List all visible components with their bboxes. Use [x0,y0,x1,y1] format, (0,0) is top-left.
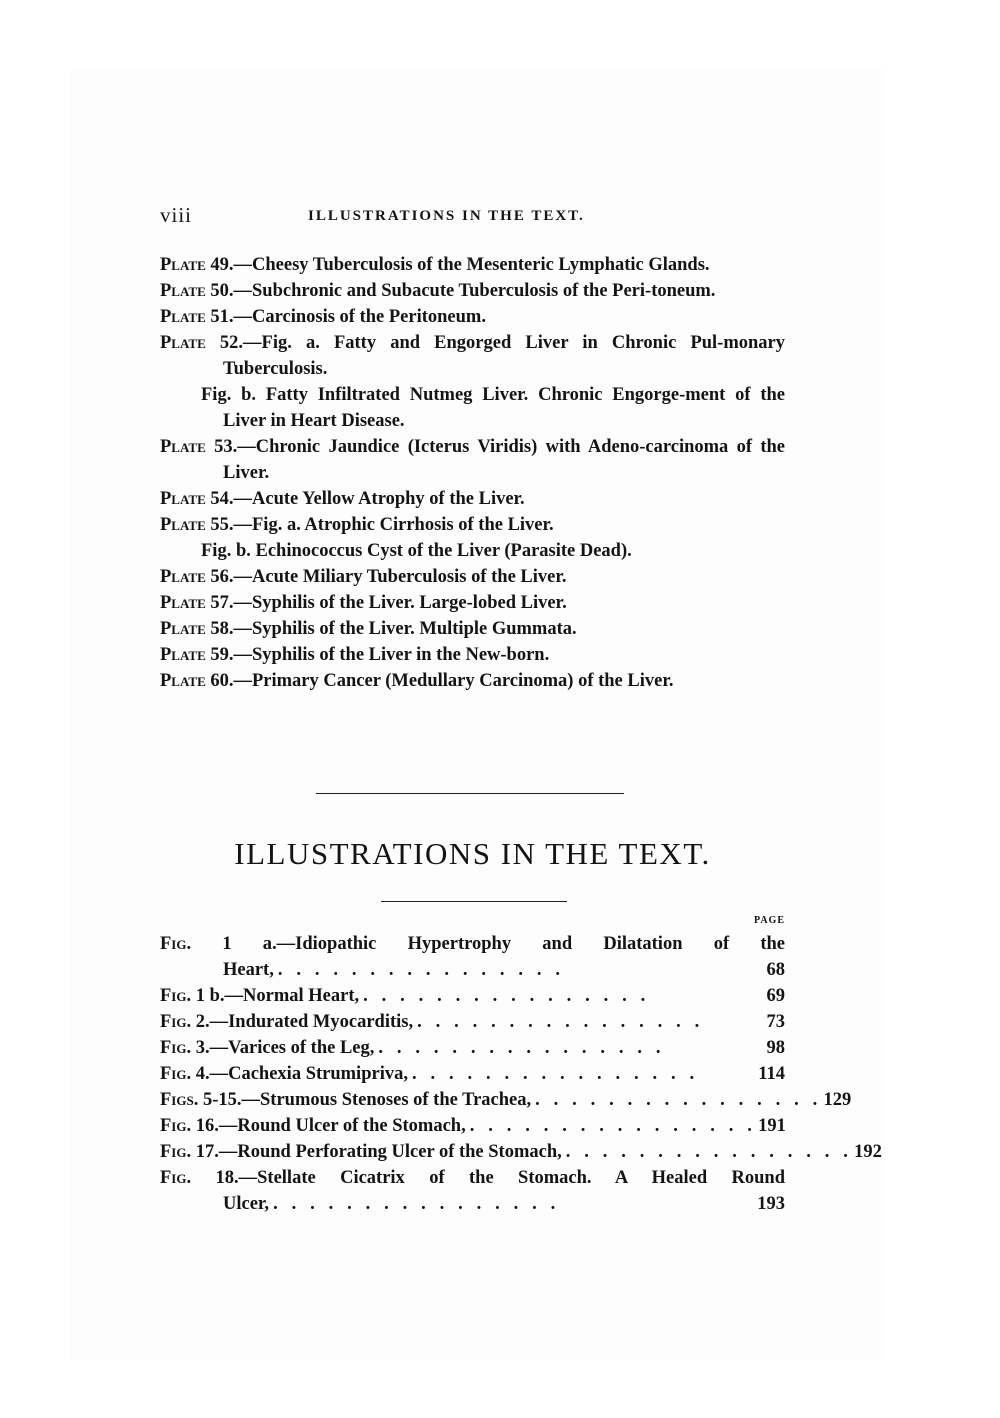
running-title: ILLUSTRATIONS IN THE TEXT. [308,208,585,224]
figure-label: Fig. [160,1116,192,1136]
dot-leader: . . . . . . . . . . . . . . . . [417,1012,700,1032]
figure-entry [160,1113,785,1139]
figure-lead [160,983,359,1009]
figure-label: Fig. [160,1142,192,1162]
plate-label: Plate [160,489,206,509]
plate-entry [160,616,785,642]
plate-entry [160,512,785,538]
figure-text: 1 b.—Normal Heart, [195,986,360,1006]
figure-page-number: 73 [766,1012,785,1032]
plate-label: Plate [160,437,206,457]
dot-leader: . . . . . . . . . . . . . . . . [565,1142,848,1162]
figure-text: 4.—Cachexia Strumipriva, [195,1064,408,1084]
plate-text: 59.—Syphilis of the Liver in the New-born. [210,645,550,665]
figure-text: Heart, [223,960,274,980]
plate-text: 52.—Fig. a. Fatty and Engorged Liver in Chronic Pul-monary Tuberculosis. [219,333,785,379]
figure-text: Ulcer, [223,1194,270,1214]
plate-sub-entry: Fig. b. Echinococcus Cyst of the Liver (Parasite Dead). [201,541,632,561]
title-underline-rule [381,901,567,902]
figure-lead [160,1113,466,1139]
plate-text: 60.—Primary Cancer (Medullary Carcinoma) of the Liver. [210,671,674,691]
section-divider-rule [316,793,624,794]
plate-entry [160,668,785,694]
plate-label: Plate [160,515,206,535]
plate-text: 58.—Syphilis of the Liver. Multiple Gummata. [210,619,577,639]
dot-leader: . . . . . . . . . . . . . . . . [469,1116,752,1136]
dot-leader: . . . . . . . . . . . . . . . . [277,960,560,980]
figure-text: 17.—Round Perforating Ulcer of the Stomach, [195,1142,562,1162]
plate-text: 54.—Acute Yellow Atrophy of the Liver. [210,489,525,509]
figure-label: Fig. [160,1168,192,1188]
plate-text: 56.—Acute Miliary Tuberculosis of the Liver. [210,567,567,587]
plate-label: Plate [160,281,206,301]
plate-label: Plate [160,255,206,275]
figure-text: 16.—Round Ulcer of the Stomach, [195,1116,466,1136]
dot-leader: . . . . . . . . . . . . . . . . [411,1064,695,1084]
figure-page-number: 98 [766,1038,785,1058]
figure-entry [160,1087,852,1113]
figure-entry [160,1009,785,1035]
figure-page-number: 68 [766,960,785,980]
plate-entry [160,330,785,382]
figure-entry [160,983,785,1009]
figure-entry [160,1165,785,1191]
plate-entry [160,252,785,278]
dot-leader: . . . . . . . . . . . . . . . . [535,1090,818,1110]
running-header [160,203,785,229]
plate-label: Plate [160,645,206,665]
figure-entry [160,1061,785,1087]
figure-lead [160,1009,413,1035]
plate-text: 51.—Carcinosis of the Peritoneum. [210,307,486,327]
figure-entry-continuation [160,1191,785,1217]
page-number: viii [160,203,193,227]
plate-label: Plate [160,307,206,327]
plate-text: 50.—Subchronic and Subacute Tuberculosis of the Peri-toneum. [210,281,716,301]
figure-label: Fig. [160,986,192,1006]
page-column-label: PAGE [753,915,785,926]
figure-text: 1 a.—Idiopathic Hypertrophy and Dilatation of the [222,934,785,954]
figure-lead [160,1139,562,1165]
figure-page-number: 193 [757,1194,785,1214]
figure-entry [160,931,785,957]
figure-lead [160,1061,408,1087]
figure-page-number: 114 [758,1064,785,1084]
figure-entry [160,1139,882,1165]
figure-text: 5-15.—Strumous Stenoses of the Trachea, [202,1090,532,1110]
plate-list [160,252,785,694]
dot-leader: . . . . . . . . . . . . . . . . [378,1038,661,1058]
plate-entry [160,486,785,512]
plate-text: 53.—Chronic Jaundice (Icterus Viridis) with Adeno-carcinoma of the Liver. [214,437,785,483]
plate-text: 49.—Cheesy Tuberculosis of the Mesenteric Lymphatic Glands. [210,255,710,275]
plate-label: Plate [160,671,206,691]
plate-entry [160,642,785,668]
plate-text: 55.—Fig. a. Atrophic Cirrhosis of the Liver. [210,515,554,535]
section-title: ILLUSTRATIONS IN THE TEXT. [234,836,711,871]
plate-entry [160,564,785,590]
plate-text: 57.—Syphilis of the Liver. Large-lobed Liver. [210,593,567,613]
figure-text: 2.—Indurated Myocarditis, [195,1012,414,1032]
figure-lead [160,1035,374,1061]
plate-label: Plate [160,619,206,639]
plate-entry [160,590,785,616]
figure-list [160,931,882,1217]
figure-text: 3.—Varices of the Leg, [195,1038,375,1058]
figure-label: Fig. [160,934,192,954]
figure-entry [160,1035,785,1061]
figure-page-number: 191 [758,1116,786,1136]
plate-label: Plate [160,567,206,587]
figure-label: Fig. [160,1064,192,1084]
figure-lead [160,1087,531,1113]
dot-leader: . . . . . . . . . . . . . . . . [363,986,646,1006]
plate-entry [160,304,785,330]
figure-label: Fig. [160,1038,192,1058]
dot-leader: . . . . . . . . . . . . . . . . [273,1194,556,1214]
figure-label: Fig. [160,1012,192,1032]
plate-sub-entry: Fig. b. Fatty Infiltrated Nutmeg Liver. Chronic Engorge-ment of the Liver in Heart Disease. [201,385,785,431]
figure-text: 18.—Stellate Cicatrix of the Stomach. A Healed Round [215,1168,785,1188]
figure-label: Figs. [160,1090,199,1110]
plate-entry [160,278,785,304]
figure-entry-continuation [160,957,785,983]
figure-page-number: 129 [823,1090,852,1110]
figure-page-number: 69 [766,986,785,1006]
figure-page-number: 192 [854,1142,882,1162]
plate-label: Plate [160,593,206,613]
plate-entry [160,434,785,486]
plate-label: Plate [160,333,206,353]
